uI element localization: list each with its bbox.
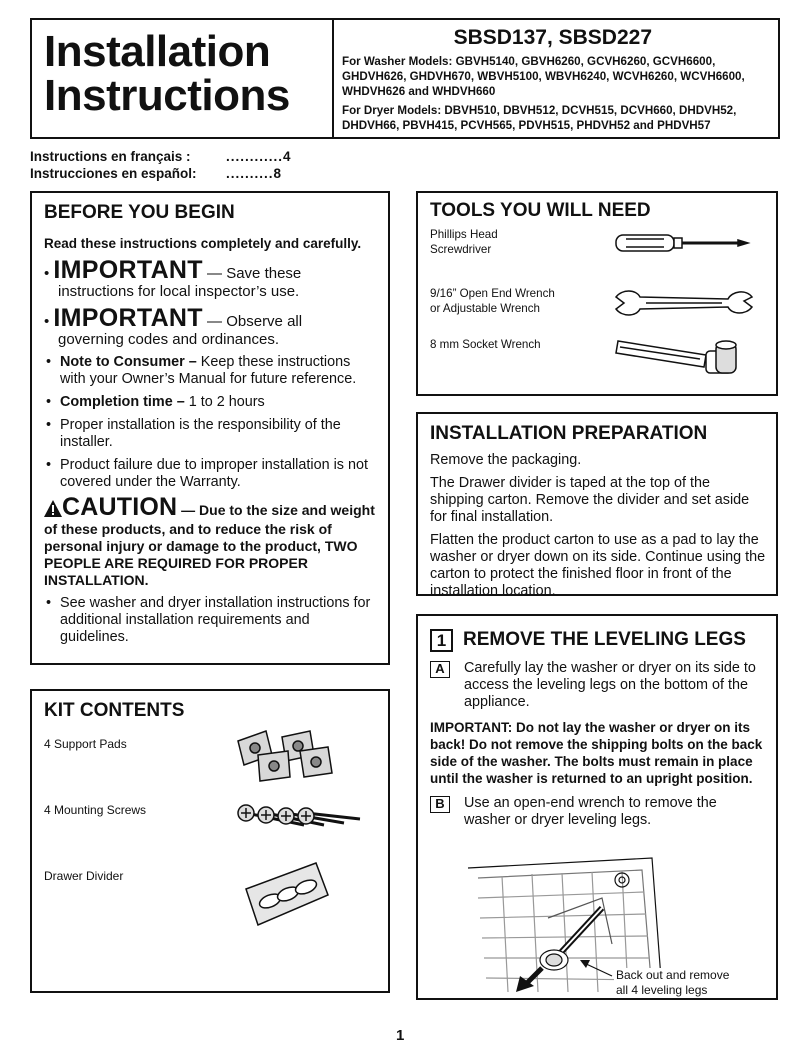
language-row-french[interactable]: Instructions en français : ............ 4 bbox=[30, 149, 291, 164]
mounting-screws-icon bbox=[234, 799, 364, 833]
lead-text: Read these instructions completely and carefully. bbox=[44, 236, 362, 251]
prep-paragraph: Remove the packaging. bbox=[430, 452, 582, 468]
step-a bbox=[430, 660, 766, 711]
step-heading bbox=[430, 628, 766, 652]
warranty-note: • Product failure due to improper installation is not covered under the Warranty. bbox=[44, 457, 378, 491]
remove-leveling-legs-section bbox=[416, 614, 778, 1000]
note-to-consumer: • Note to Consumer – Keep these instructions with your Owner’s Manual for future reference. bbox=[44, 354, 378, 388]
important-save: • IMPORTANT — Save these instructions for local inspector’s use. bbox=[44, 256, 302, 300]
kit-item-support-pads: 4 Support Pads bbox=[44, 737, 127, 751]
language-row-spanish[interactable]: Instrucciones en español: .......... 8 bbox=[30, 166, 282, 181]
completion-time: • Completion time – 1 to 2 hours bbox=[44, 394, 378, 411]
tool-socket-label: 8 mm Socket Wrench bbox=[430, 338, 541, 351]
title-line-1: Installation bbox=[44, 27, 271, 76]
kit-item-drawer-divider: Drawer Divider bbox=[44, 869, 124, 883]
leveling-leg-callout: Back out and remove all 4 leveling legs bbox=[616, 968, 730, 997]
title-box bbox=[30, 18, 334, 139]
warning-triangle-icon bbox=[44, 500, 62, 521]
kit-model-title: SBSD137, SBSD227 bbox=[453, 26, 652, 49]
screwdriver-icon bbox=[614, 231, 754, 255]
socket-wrench-icon bbox=[614, 333, 764, 379]
dryer-models: For Dryer Models: DBVH510, DBVH512, DCVH515, DCVH660, DHDVH52, DHDVH66, PBVH415, PCVH565, PDVH515, PHDVH52 and PHDVH57 bbox=[342, 104, 737, 132]
caution-block: CAUTION — Due to the size and weight of these products, and to reduce the risk of personal injury or damage to the product, TWO PEOPLE ARE REQUIRED FOR PROPER INSTALLATION. bbox=[44, 493, 375, 588]
tool-screwdriver-label: Phillips Head Screwdriver bbox=[430, 228, 498, 256]
section-heading: REMOVE THE LEVELING LEGS bbox=[463, 629, 746, 650]
step-letter: A bbox=[430, 661, 450, 678]
title-line-2: Instructions bbox=[44, 71, 290, 120]
section-heading: INSTALLATION PREPARATION bbox=[430, 423, 708, 444]
step-text: Carefully lay the washer or dryer on its side to access the leveling legs on the bottom of the appliance. bbox=[464, 660, 756, 710]
step-letter: B bbox=[430, 796, 450, 813]
before-you-begin-section bbox=[30, 191, 390, 665]
models-box bbox=[334, 18, 780, 139]
kit-item-mounting-screws: 4 Mounting Screws bbox=[44, 803, 147, 817]
section-heading: TOOLS YOU WILL NEED bbox=[430, 200, 651, 221]
installation-preparation-section bbox=[416, 412, 778, 599]
language-page: 8 bbox=[273, 166, 282, 181]
open-end-wrench-icon bbox=[614, 289, 754, 317]
language-label: Instrucciones en español: bbox=[30, 166, 197, 181]
step-b bbox=[430, 795, 766, 829]
important-warning: IMPORTANT: Do not lay the washer or dryer on its back! Do not remove the shipping bolts on the back side of the washer. The bolts must remain in place until the washer is returned to an upright position. bbox=[430, 720, 763, 786]
prep-paragraph: The Drawer divider is taped at the top of the shipping carton. Remove the divider and set aside for final installation. bbox=[430, 475, 750, 525]
prep-paragraph: Flatten the product carton to use as a pad to lay the washer or dryer down on its side. Continue using the carton to protect the finished floor in front of the installation location. bbox=[430, 532, 766, 599]
language-index bbox=[30, 148, 291, 182]
drawer-divider-icon bbox=[242, 859, 332, 931]
kit-contents-section bbox=[30, 689, 390, 993]
support-pads-icon bbox=[232, 727, 362, 787]
section-heading: BEFORE YOU BEGIN bbox=[44, 202, 235, 223]
section-heading: KIT CONTENTS bbox=[44, 700, 185, 721]
language-label: Instructions en français : bbox=[30, 149, 191, 164]
tools-section bbox=[416, 191, 778, 396]
tool-wrench-label: 9/16” Open End Wrench or Adjustable Wrench bbox=[430, 287, 555, 315]
washer-models: For Washer Models: GBVH5140, GBVH6260, GCVH6260, GCVH6600, GHDVH626, GHDVH670, WBVH5100, WBVH6240, WCVH6260, WCVH6600, WHDVH626 and WHDVH660 bbox=[342, 55, 745, 98]
language-page: 4 bbox=[283, 149, 291, 164]
page-number: 1 bbox=[396, 1027, 405, 1044]
step-text: Use an open-end wrench to remove the washer or dryer leveling legs. bbox=[464, 795, 717, 828]
installer-responsibility: • Proper installation is the responsibility of the installer. bbox=[44, 417, 378, 451]
see-instructions: • See washer and dryer installation instructions for additional installation requirements and guidelines. bbox=[44, 595, 378, 646]
step-number: 1 bbox=[430, 629, 453, 652]
important-codes: • IMPORTANT — Observe all governing codes and ordinances. bbox=[44, 304, 303, 348]
